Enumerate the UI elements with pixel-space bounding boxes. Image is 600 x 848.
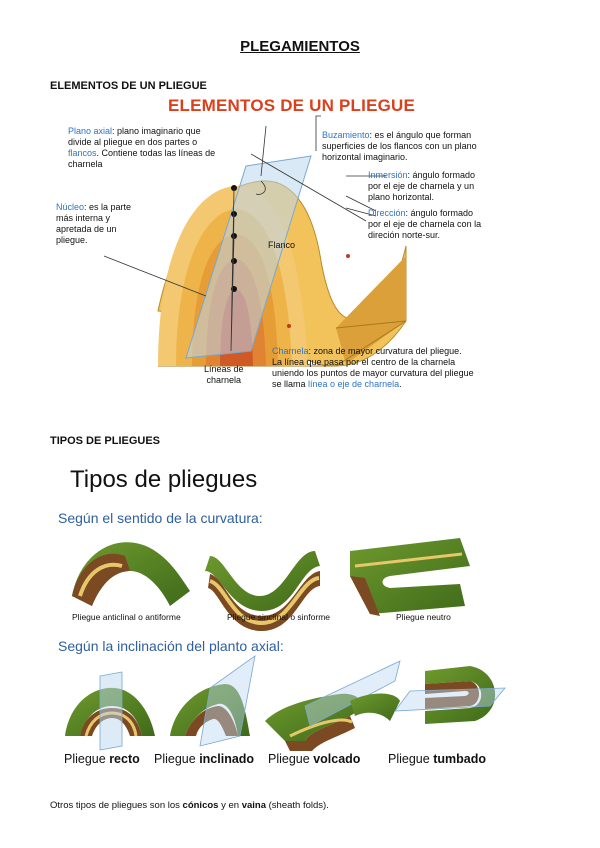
subtitle-inclinacion: Según la inclinación del planto axial: bbox=[58, 638, 284, 654]
charnela-annotation: Charnela: zona de mayor curvatura del pliegue. La línea que pasa por el centro de la charnela uniendo los puntos de mayor curvatura del pliegue se llama línea o eje de charnela. bbox=[272, 346, 474, 389]
section-heading-elementos: ELEMENTOS DE UN PLIEGUE bbox=[50, 80, 207, 92]
caption-volcado: Pliegue volcado bbox=[268, 752, 361, 766]
subtitle-curvatura: Según el sentido de la curvatura: bbox=[58, 510, 263, 526]
nucleo-annotation: Núcleo: es la parte más interna y apretada de un pliegue. bbox=[56, 202, 132, 245]
caption-tumbado: Pliegue tumbado bbox=[388, 752, 486, 766]
page-title: PLEGAMIENTOS bbox=[240, 38, 360, 55]
lineas-charnela-label: Líneas de charnela bbox=[204, 364, 244, 385]
direccion-annotation: Dirección: ángulo formado por el eje de charnela con la direción norte-sur. bbox=[368, 208, 482, 240]
caption-sinclinal: Pliegue sinclinal o sinforme bbox=[227, 612, 330, 622]
anticline-illustration bbox=[72, 542, 190, 606]
caption-inclinado: Pliegue inclinado bbox=[154, 752, 255, 766]
caption-recto: Pliegue recto bbox=[64, 752, 140, 766]
buzamiento-annotation: Buzamiento: es el ángulo que forman superficies de los flancos con un plano horizontal imaginario. bbox=[322, 130, 477, 162]
inclined-fold-illustration bbox=[170, 656, 255, 746]
overturned-fold-illustration bbox=[265, 661, 400, 751]
fold-elements-figure bbox=[46, 96, 508, 426]
flanco-label: Flanco bbox=[268, 240, 296, 250]
upright-fold-illustration bbox=[65, 672, 155, 750]
figure-header: ELEMENTOS DE UN PLIEGUE bbox=[168, 96, 416, 115]
recumbent-fold-illustration bbox=[395, 666, 505, 724]
section-heading-tipos: TIPOS DE PLIEGUES bbox=[50, 435, 161, 447]
fold-types-figure bbox=[50, 466, 520, 766]
plano-axial-annotation: Plano axial: plano imaginario que divide al pliegue en dos partes o flancos. Contiene todas las líneas de charnela bbox=[68, 126, 216, 169]
types-title: Tipos de pliegues bbox=[70, 466, 258, 493]
caption-anticlinal: Pliegue anticlinal o antiforme bbox=[72, 612, 181, 622]
neutral-fold-illustration bbox=[350, 538, 470, 616]
caption-neutro: Pliegue neutro bbox=[396, 612, 451, 622]
footer-note: Otros tipos de pliegues son los cónicos y en vaina (sheath folds). bbox=[50, 800, 329, 811]
inmersion-annotation: Inmersión: ángulo formado por el eje de charnela y un plano horizontal. bbox=[368, 170, 476, 202]
